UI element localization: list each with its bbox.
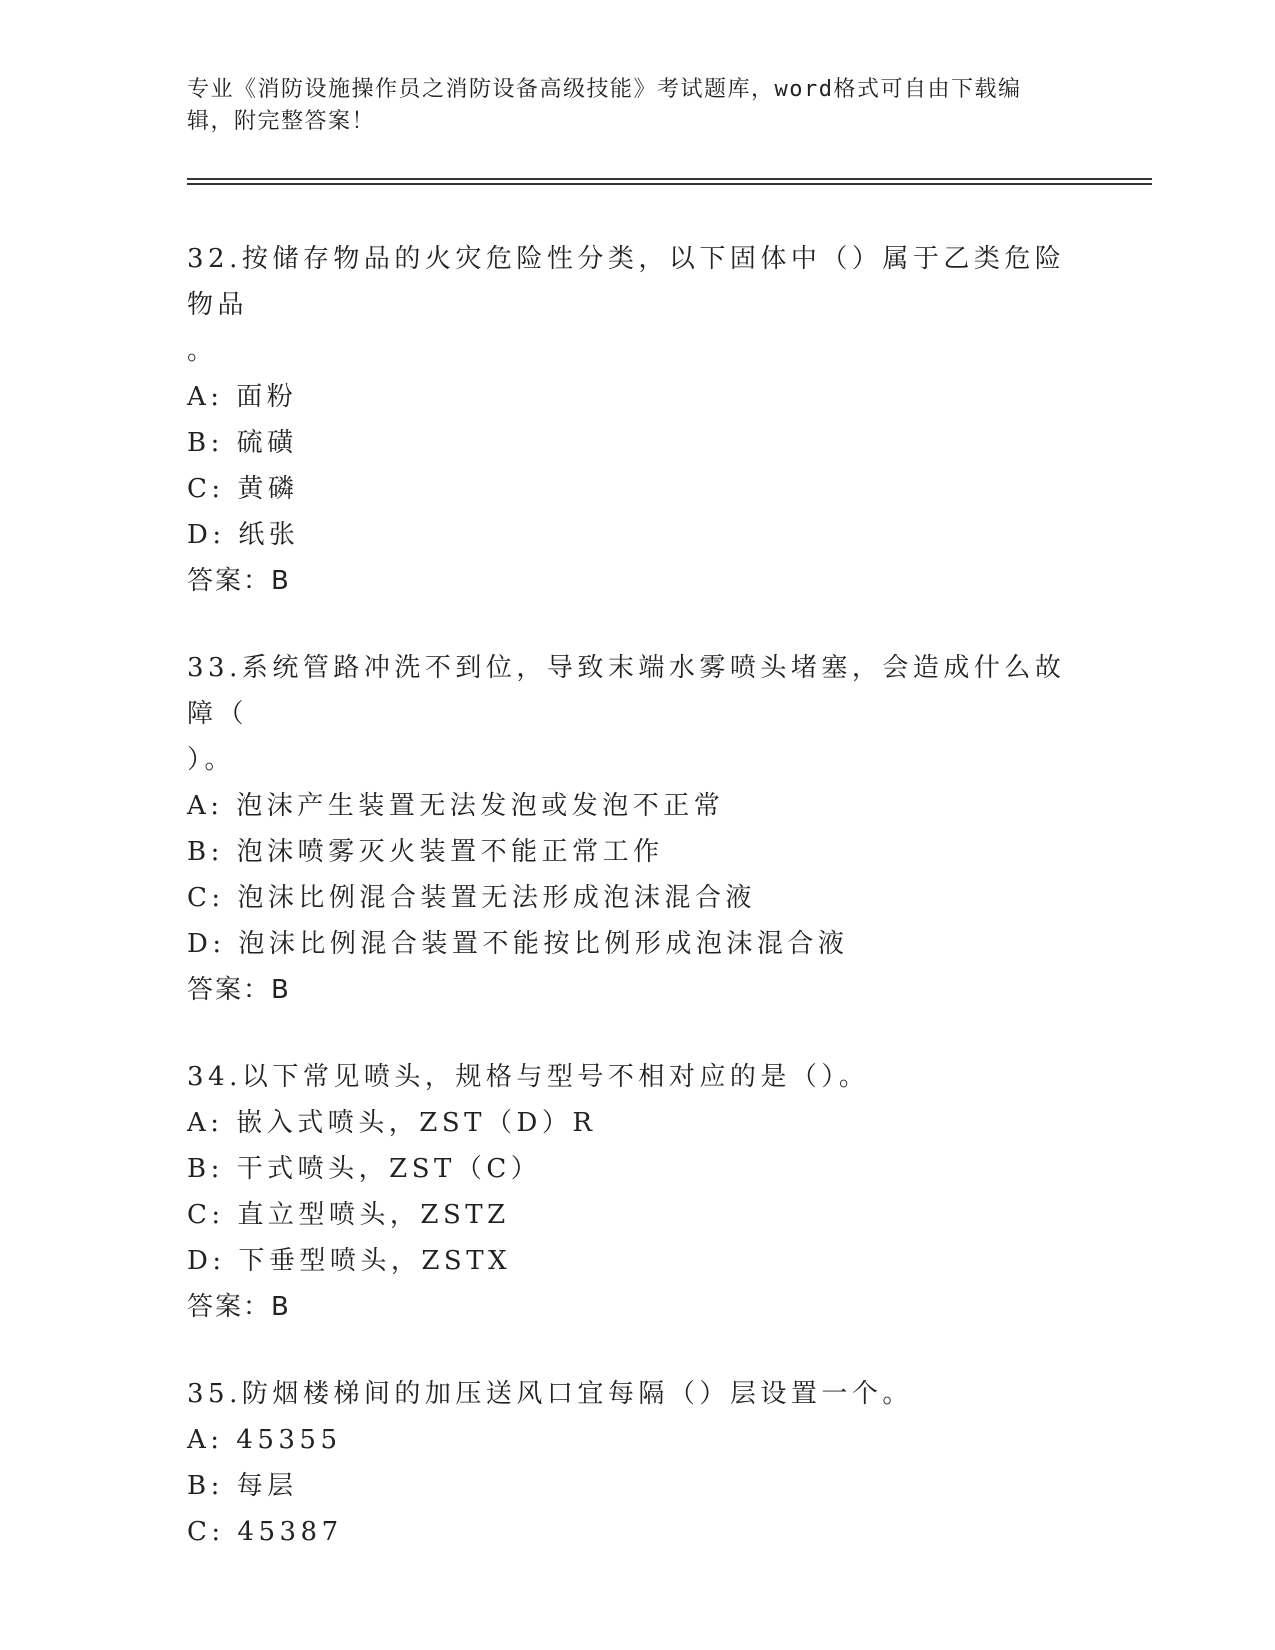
answer: 答案：B (187, 1292, 291, 1322)
option-d: D: 泡沫比例混合装置不能按比例形成泡沫混合液 (187, 929, 849, 959)
question-35 (187, 1371, 1087, 1555)
question-34 (187, 1054, 1087, 1330)
question-stem-line-1: 35.防烟楼梯间的加压送风口宜每隔（）层设置一个。 (187, 1379, 913, 1409)
option-c: C: 黄磷 (187, 474, 299, 504)
header-divider-top (187, 178, 1152, 180)
question-stem-line-2: 。 (187, 336, 218, 366)
header-line-1: 专业《消防设施操作员之消防设备高级技能》考试题库，word格式可自由下载编 (187, 77, 1022, 102)
option-a: A: 面粉 (187, 382, 298, 412)
option-c: C: 直立型喷头，ZSTZ (187, 1200, 510, 1230)
option-b: B: 硫磺 (187, 428, 298, 458)
header-divider-bottom (187, 183, 1152, 185)
header-line-2: 辑，附完整答案！ (187, 109, 376, 134)
option-c: C: 45387 (187, 1517, 343, 1547)
question-stem-line-1: 34.以下常见喷头，规格与型号不相对应的是（）。 (187, 1062, 870, 1092)
question-stem (187, 1054, 1087, 1100)
option-c: C: 泡沫比例混合装置无法形成泡沫混合液 (187, 883, 756, 913)
question-list (187, 236, 1087, 1596)
option-a: A: 泡沫产生装置无法发泡或发泡不正常 (187, 791, 725, 821)
option-d: D: 下垂型喷头，ZSTX (187, 1246, 512, 1276)
option-a: A: 45355 (187, 1425, 342, 1455)
question-stem (187, 645, 1087, 783)
answer: 答案：B (187, 975, 291, 1005)
option-d: D: 纸张 (187, 520, 300, 550)
question-32 (187, 236, 1087, 604)
question-stem-line-1: 32.按储存物品的火灾危险性分类，以下固体中（）属于乙类危险物品 (187, 244, 1066, 320)
question-stem (187, 1371, 1087, 1417)
option-a: A: 嵌入式喷头，ZST（D）R (187, 1108, 597, 1138)
question-33 (187, 645, 1087, 1013)
answer: 答案：B (187, 566, 291, 596)
option-b: B: 每层 (187, 1471, 298, 1501)
question-stem (187, 236, 1087, 374)
document-header (187, 74, 1067, 138)
option-b: B: 干式喷头，ZST（C） (187, 1154, 542, 1184)
option-b: B: 泡沫喷雾灭火装置不能正常工作 (187, 837, 664, 867)
question-stem-line-2: ）。 (187, 745, 236, 775)
question-stem-line-1: 33.系统管路冲洗不到位，导致末端水雾喷头堵塞，会造成什么故障（ (187, 653, 1066, 729)
